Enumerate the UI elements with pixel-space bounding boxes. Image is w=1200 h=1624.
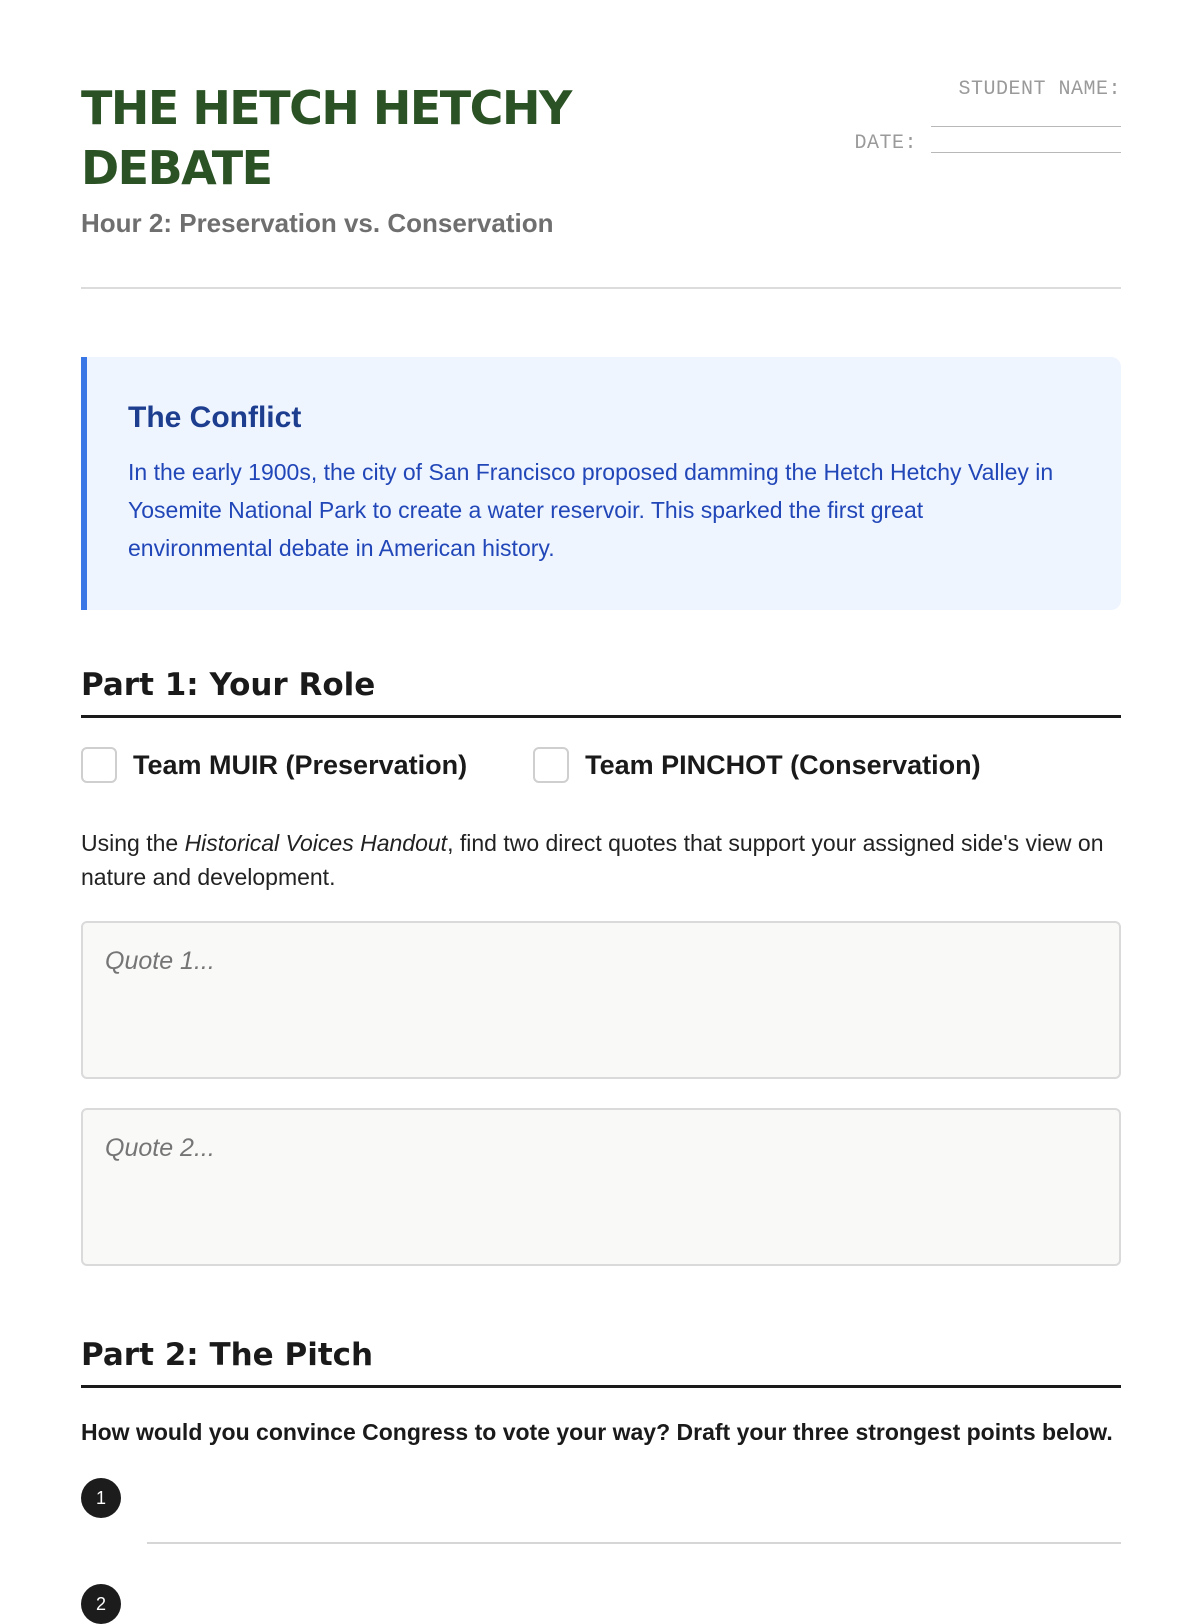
role-options — [81, 747, 1047, 783]
quote-1-input[interactable] — [81, 921, 1121, 1079]
point-number-badge: 1 — [81, 1478, 121, 1518]
student-name-label: STUDENT NAME: — [958, 78, 1121, 101]
pinchot-label: Team PINCHOT (Conservation) — [585, 749, 981, 780]
date-field[interactable] — [931, 152, 1121, 153]
page-title: THE HETCH HETCHY DEBATE — [81, 81, 571, 195]
instructions-text-start: Using the — [81, 830, 185, 856]
muir-label: Team MUIR (Preservation) — [133, 749, 468, 780]
page-subtitle: Hour 2: Preservation vs. Conservation — [81, 208, 554, 238]
pinchot-checkbox[interactable] — [533, 747, 569, 783]
pitch-point — [81, 1584, 1121, 1624]
conflict-callout — [81, 357, 1121, 610]
muir-checkbox[interactable] — [81, 747, 117, 783]
instructions-text-end: , find two direct quotes that support your assigned side's view on nature and development. — [81, 830, 1104, 890]
part2-prompt: How would you convince Congress to vote your way? Draft your three strongest points below. — [81, 1419, 1113, 1445]
role-option-muir[interactable] — [81, 747, 467, 783]
student-name-field[interactable] — [931, 126, 1121, 127]
part1-instructions — [81, 826, 1121, 894]
conflict-heading: The Conflict — [128, 401, 302, 434]
header-divider — [81, 287, 1121, 289]
handout-title: Historical Voices Handout — [184, 830, 448, 856]
conflict-body: In the early 1900s, the city of San Francisco proposed damming the Hetch Hetchy Valley in Yosemite National Park to create a water reservoir. This sparked the first great environmental debate in American history. — [128, 459, 1054, 561]
quote-2-input[interactable] — [81, 1108, 1121, 1266]
date-label: DATE: — [854, 132, 917, 155]
point-number-badge: 2 — [81, 1584, 121, 1624]
worksheet-page — [81, 0, 1121, 1614]
pitch-point — [81, 1478, 1121, 1518]
part1-heading: Part 1: Your Role — [81, 667, 1121, 718]
role-option-pinchot[interactable] — [533, 747, 981, 783]
worksheet-header — [81, 0, 1121, 290]
point-1-answer-line[interactable] — [147, 1542, 1121, 1544]
part2-heading: Part 2: The Pitch — [81, 1337, 1121, 1388]
